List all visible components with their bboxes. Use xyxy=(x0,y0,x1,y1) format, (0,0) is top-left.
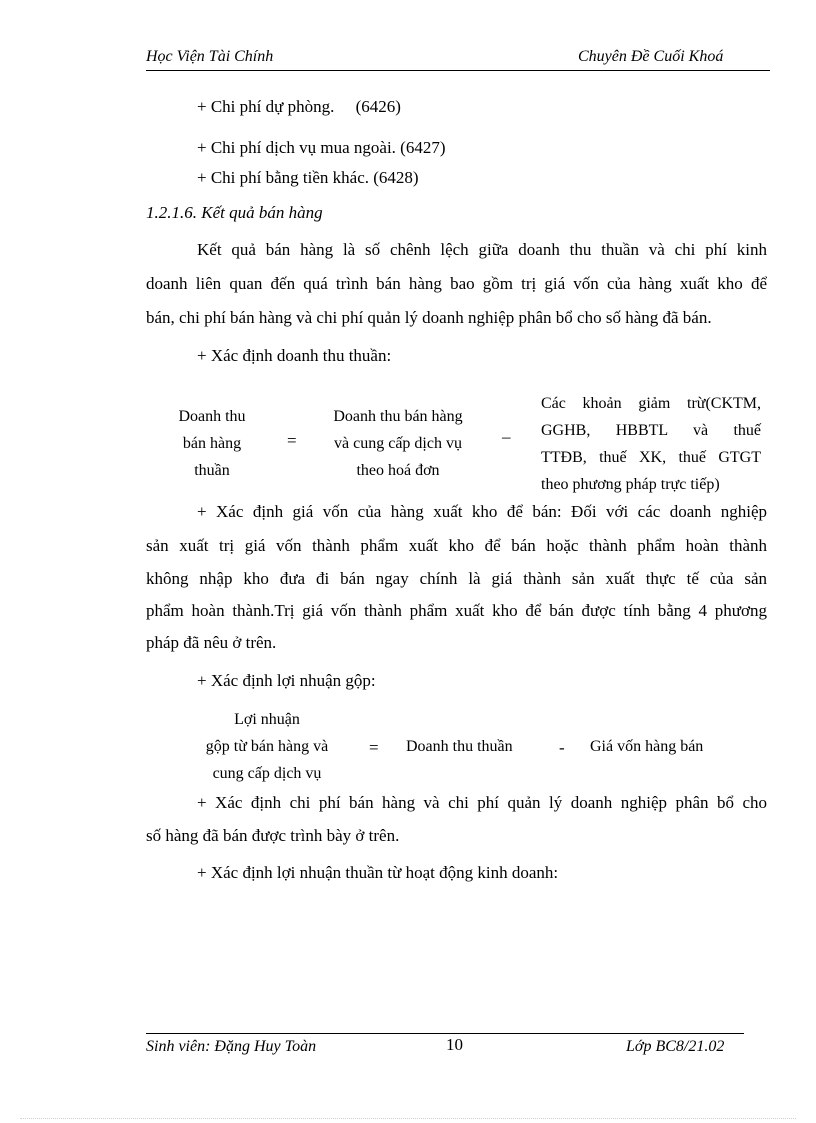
formula-right: Giá vốn hàng bán xyxy=(590,738,704,755)
page-bottom-divider xyxy=(20,1118,796,1119)
paragraph-line: số hàng đã bán được trình bày ở trên. xyxy=(146,826,400,845)
header-right: Chuyên Đề Cuối Khoá xyxy=(578,48,724,65)
paragraph-line: + Xác định chi phí bán hàng và chi phí quản lý doanh nghiệp phân bổ cho xyxy=(197,793,767,812)
formula-left: Doanh thu bán hàng thuần xyxy=(178,408,246,479)
formula-middle: Doanh thu bán hàng và cung cấp dịch vụ theo hoá đơn xyxy=(333,408,463,479)
formula-right: Các khoản giảm trừ(CKTM, GGHB, HBBTL và thuế TTĐB, thuế XK, thuế GTGT theo phương pháp trực tiếp) xyxy=(541,395,761,493)
paragraph-line: Kết quả bán hàng là số chênh lệch giữa doanh thu thuần và chi phí kinh xyxy=(197,240,767,259)
paragraph-line: doanh liên quan đến quá trình bán hàng bao gồm trị giá vốn của hàng xuất kho để xyxy=(146,274,767,293)
list-item: + Chi phí bằng tiền khác. (6428) xyxy=(197,168,419,187)
list-item: + Chi phí dự phòng. (6426) xyxy=(197,97,401,116)
paragraph-line: pháp đã nêu ở trên. xyxy=(146,633,277,652)
minus-sign: - xyxy=(559,738,565,757)
equals-sign: = xyxy=(369,738,379,757)
paragraph-line: sản xuất trị giá vốn thành phẩm xuất kho để bán hoặc thành phẩm hoàn thành xyxy=(146,536,767,555)
header-left: Học Viện Tài Chính xyxy=(146,48,274,65)
paragraph-line: + Xác định giá vốn của hàng xuất kho để bán: Đối với các doanh nghiệp xyxy=(197,502,767,521)
equals-sign: = xyxy=(287,431,297,450)
footer-left: Sinh viên: Đặng Huy Toàn xyxy=(146,1038,317,1055)
formula-middle: Doanh thu thuần xyxy=(406,738,513,755)
list-item: + Xác định lợi nhuận gộp: xyxy=(197,671,376,690)
formula-left: Lợi nhuận gộp từ bán hàng và cung cấp dịch vụ xyxy=(205,711,329,782)
list-item: + Chi phí dịch vụ mua ngoài. (6427) xyxy=(197,138,446,157)
minus-sign: – xyxy=(502,427,511,446)
footer-right: Lớp BC8/21.02 xyxy=(626,1038,725,1055)
paragraph-line: không nhập kho đưa đi bán ngay chính là giá thành sản xuất thực tế của sản xyxy=(146,569,767,588)
list-item: + Xác định doanh thu thuần: xyxy=(197,346,392,365)
paragraph-line: bán, chi phí bán hàng và chi phí quản lý doanh nghiệp phân bổ cho số hàng đã bán. xyxy=(146,308,712,327)
list-item: + Xác định lợi nhuận thuần từ hoạt động kinh doanh: xyxy=(197,863,559,882)
footer-rule xyxy=(146,1033,744,1034)
header-rule xyxy=(146,70,770,71)
page-number: 10 xyxy=(446,1035,463,1054)
paragraph-line: phẩm hoàn thành.Trị giá vốn thành phẩm xuất kho để bán được tính bằng 4 phương xyxy=(146,601,767,620)
section-heading: 1.2.1.6. Kết quả bán hàng xyxy=(146,203,323,222)
